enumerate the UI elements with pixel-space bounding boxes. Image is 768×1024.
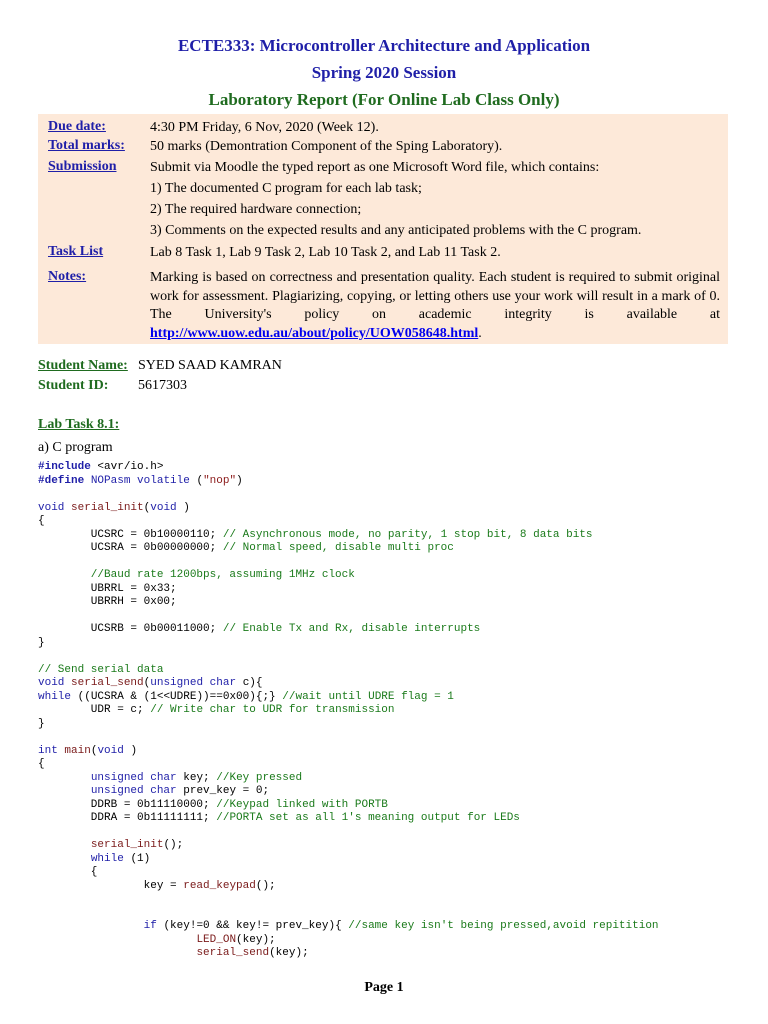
task-list-label: Task List [48, 244, 104, 259]
code-token [38, 772, 91, 784]
policy-link[interactable]: http://www.uow.edu.au/about/policy/UOW058648.html [150, 325, 479, 341]
task-list-value: Lab 8 Task 1, Lab 9 Task 2, Lab 10 Task 2, and Lab 11 Task 2. [150, 245, 501, 260]
lab-subtitle: a) C program [38, 440, 113, 455]
code-token: ) [130, 744, 138, 757]
code-token: main [64, 744, 91, 757]
code-token: UDR = c; [38, 704, 144, 716]
code-token: // Asynchronous mode, no parity, 1 stop bit, 8 data bits [222, 528, 593, 541]
code-token: (); [163, 839, 184, 851]
code-token: key = [38, 879, 184, 892]
code-token: //same key isn't being pressed,avoid repitition [348, 920, 659, 932]
notes-end: . [478, 325, 482, 341]
report-title: Laboratory Report (For Online Lab Class Only) [208, 90, 560, 109]
code-token [38, 853, 91, 865]
submission-line: 2) The required hardware connection; [150, 202, 362, 217]
code-token: //PORTA set as all 1's meaning output for LEDs [216, 812, 520, 824]
code-token [38, 839, 91, 851]
code-token: ((UCSRA & (1<<UDRE))==0x00){;} [77, 690, 276, 703]
submission-line: 3) Comments on the expected results and any anticipated problems with the C program. [150, 223, 642, 238]
code-line [38, 866, 97, 878]
code-line [38, 920, 659, 932]
code-token: serial_send [71, 677, 144, 689]
code-token: DDRA = 0b11111111; [38, 812, 210, 824]
code-line [38, 839, 183, 851]
code-token: if [143, 920, 157, 932]
code-line [38, 461, 163, 473]
code-line: void serial_send(unsigned char c){ [38, 677, 263, 689]
code-token: void [150, 501, 177, 514]
code-token: { [38, 866, 98, 878]
code-token: // Write char to UDR for transmission [150, 704, 395, 716]
code-token: void [38, 677, 65, 689]
student-id-value: 5617303 [138, 378, 187, 393]
code-token: } [38, 717, 45, 730]
code-token: int [38, 744, 58, 757]
code-token: // Normal speed, disable multi proc [222, 542, 454, 554]
code-token: serial_init [71, 501, 144, 514]
code-line [38, 529, 593, 541]
code-token: UCSRC = 0b10000110; [38, 528, 217, 541]
code-token: (); [255, 879, 276, 892]
lab-task-title: Lab Task 8.1: [38, 417, 120, 432]
code-token: //Key pressed [216, 771, 303, 784]
code-token: //Keypad linked with PORTB [216, 798, 388, 811]
code-token: serial_init [90, 839, 164, 851]
notes-body: Marking is based on correctness and presentation quality. Each student is required to submit original work for assessment. Plagiarizing, copying, or letting others use your work will result in a mark of 0. The University's policy on academic integrity is available at [150, 270, 720, 322]
code-token: read_keypad [183, 879, 256, 892]
code-line: void serial_init(void ) [38, 501, 190, 514]
code-token: key; [183, 771, 210, 784]
code-token: UCSRB = 0b00011000; [38, 623, 217, 635]
code-token [38, 785, 91, 797]
code-token: c){ [242, 677, 263, 689]
code-line [38, 623, 480, 635]
code-token: prev_key = 0; [183, 785, 270, 797]
notes-text [150, 269, 720, 343]
notes-label: Notes: [48, 269, 87, 284]
code-token [38, 934, 196, 946]
code-token: NOP [90, 474, 111, 487]
code-line [38, 853, 150, 865]
code-token: while [90, 852, 124, 865]
code-line [38, 947, 309, 959]
code-token: void [38, 501, 65, 514]
code-token: unsigned char [90, 771, 177, 784]
code-token: (1) [130, 852, 151, 865]
code-token: ) [236, 474, 243, 487]
code-token: (key); [269, 947, 309, 959]
code-line [38, 812, 520, 824]
student-name-value: SYED SAAD KAMRAN [138, 358, 282, 373]
code-line [38, 785, 269, 797]
code-token: asm volatile [110, 474, 190, 487]
student-name-label: Student Name: [38, 358, 128, 373]
session-title: Spring 2020 Session [311, 63, 457, 82]
code-line [38, 799, 388, 811]
submission-line: 1) The documented C program for each lab task; [150, 181, 422, 196]
code-token: ) [183, 501, 190, 514]
code-token: unsigned char [90, 785, 177, 797]
code-token: // Send serial data [38, 663, 164, 676]
code-line [38, 772, 302, 784]
due-date-value: 4:30 PM Friday, 6 Nov, 2020 (Week 12). [150, 120, 379, 135]
code-token: { [38, 515, 45, 527]
code-line: #define NOPasm volatile ("nop") [38, 474, 243, 487]
assignment-info-box [38, 114, 728, 344]
code-line [38, 880, 276, 892]
course-title: ECTE333: Microcontroller Architecture and Application [177, 36, 591, 55]
student-id-label: Student ID: [38, 378, 109, 393]
code-token: //Baud rate 1200bps, assuming 1MHz clock [38, 569, 355, 581]
code-token: //wait until UDRE flag = 1 [282, 690, 454, 703]
code-line [38, 583, 177, 595]
code-token [38, 947, 196, 959]
code-token: #define [38, 474, 85, 487]
page-number: Page 1 [364, 980, 404, 995]
code-token: unsigned char [150, 677, 237, 689]
total-marks-label: Total marks: [48, 138, 125, 153]
code-token: UCSRA = 0b00000000; [38, 542, 217, 554]
code-token: (key!=0 && key!= prev_key){ [163, 920, 342, 932]
submission-line: Submit via Moodle the typed report as one Microsoft Word file, which contains: [150, 160, 600, 175]
code-line: int main(void ) [38, 744, 138, 757]
code-token: UBRRL = 0x33; [38, 582, 177, 595]
code-line [38, 596, 177, 608]
code-token: } [38, 636, 45, 649]
code-token: void [97, 744, 124, 757]
code-token: UBRRH = 0x00; [38, 596, 177, 608]
code-line [38, 704, 394, 716]
code-token: #include [38, 461, 91, 473]
total-marks-value: 50 marks (Demontration Component of the Sping Laboratory). [150, 139, 503, 154]
code-line [38, 718, 45, 730]
submission-label: Submission [48, 159, 117, 174]
code-token: { [38, 758, 45, 770]
code-line [38, 637, 45, 649]
code-token: "nop" [203, 474, 237, 487]
code-token: LED_ON [196, 933, 237, 946]
code-token: while [38, 690, 72, 703]
code-token: DDRB = 0b11110000; [38, 798, 210, 811]
code-line [38, 691, 454, 703]
code-line [38, 664, 163, 676]
code-token: <avr/io.h> [97, 461, 164, 473]
code-line [38, 758, 45, 770]
due-date-label: Due date: [48, 119, 106, 134]
code-line [38, 542, 454, 554]
code-line [38, 934, 276, 946]
code-token: serial_send [196, 947, 270, 959]
code-token: // Enable Tx and Rx, disable interrupts [222, 623, 481, 635]
code-token: (key); [236, 933, 276, 946]
code-token [38, 920, 144, 932]
code-line [38, 515, 45, 527]
code-block [38, 461, 659, 961]
code-line [38, 569, 355, 581]
